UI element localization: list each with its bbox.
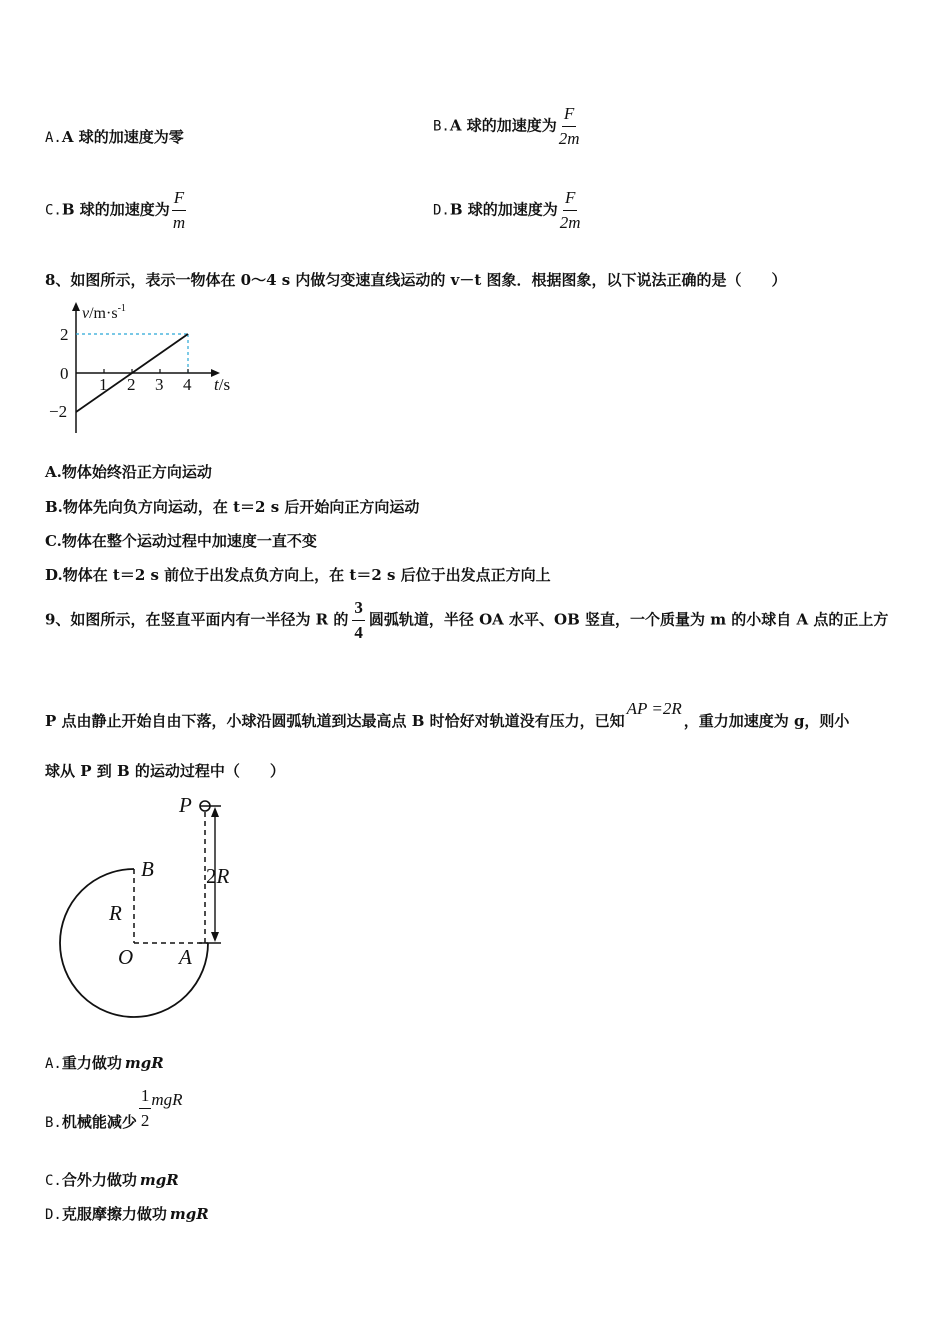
q8-option-c: C.物体在整个运动过程中加速度一直不变: [45, 532, 317, 550]
q9-option-a: A.重力做功 mgR: [45, 1054, 164, 1072]
q8-y-tick-2: 2: [60, 325, 69, 344]
q9-label-o: O: [118, 945, 134, 969]
q8-option-b: B.物体先向负方向运动，在 t＝2 s 后开始向正方向运动: [45, 498, 420, 516]
q8-option-a: A.物体始终沿正方向运动: [45, 463, 212, 481]
q9-option-b-fraction: $\frac{1}{2}$: [140, 1086, 150, 1130]
q8-x-tick-2: 2: [127, 375, 136, 394]
q8-option-d: D.物体在 t＝2 s 前位于出发点负方向上，在 t＝2 s 后位于出发点正方向上: [45, 566, 551, 584]
q9-ap-equation: AP =2R: [626, 699, 682, 718]
q7-option-a-text: A 球的加速度为零: [61, 128, 184, 146]
q9-fraction: $\frac{3}{4}$: [354, 598, 363, 642]
q7-option-b: B.A 球的加速度为 $\frac{F}{2m}$: [433, 104, 580, 148]
q9-line-3: 球从 P 到 B 的运动过程中（ ）: [45, 762, 285, 780]
q8-x-tick-1: 1: [99, 375, 108, 394]
q7-option-d-fraction: $\frac{F}{2m}$: [559, 188, 581, 232]
q7-option-b-text: A 球的加速度为: [449, 116, 557, 135]
q8-y-axis-label: $v/m\cdot s^{-1}$: [82, 303, 126, 322]
q7-option-a: A.A 球的加速度为零: [45, 128, 184, 146]
q7-option-c-fraction: $\frac{F}{m}$: [172, 188, 186, 232]
q7-option-d: D.B 球的加速度为 $\frac{F}{2m}$: [433, 188, 581, 232]
q7-option-c: C.B 球的加速度为 $\frac{F}{m}$: [45, 188, 186, 232]
q8-x-axis-label: t/s: [214, 375, 231, 394]
q9-dimension-arrow-top: [211, 807, 219, 817]
q8-vt-graph: [40, 298, 250, 438]
q9-label-b: B: [141, 857, 154, 881]
q8-x-tick-4: 4: [183, 375, 192, 394]
q8-y-tick-neg2: −2: [49, 402, 68, 421]
q9-track-diagram: [55, 790, 255, 1025]
q9-label-p: P: [179, 793, 192, 817]
q8-y-axis-arrow: [72, 302, 80, 311]
q9-label-r: R: [109, 901, 122, 925]
q9-option-b: B.机械能减少 $\frac{1}{2}$ mgR: [45, 1086, 183, 1131]
q9-label-a: A: [179, 945, 192, 969]
q9-line-1: 9、如图所示，在竖直平面内有一半径为 R 的 $\frac{3}{4}$ 圆弧轨道，半径 OA 水平、OB 竖直，一个质量为 m 的小球自 A 点的正上方: [45, 598, 889, 642]
q8-x-tick-3: 3: [155, 375, 164, 394]
q7-option-b-fraction: $\frac{F}{2m}$: [558, 104, 580, 148]
q7-option-c-text: B 球的加速度为: [61, 200, 170, 219]
q8-stem: 8、如图所示，表示一物体在 0～4 s 内做匀变速直线运动的 v－t 图象．根据图象，以下说法正确的是（ ）: [45, 271, 787, 289]
q9-label-2r: 2R: [206, 864, 230, 888]
q9-line-2: P 点由静止开始自由下落，小球沿圆弧轨道到达最高点 B 时恰好对轨道没有压力，已知AP =2R，重力加速度为 g，则小: [45, 699, 850, 730]
q9-dimension-arrow-bottom: [211, 932, 219, 942]
q7-option-d-text: B 球的加速度为: [449, 200, 558, 219]
q8-y-tick-0: 0: [60, 364, 69, 383]
q9-option-d: D.克服摩擦力做功 mgR: [45, 1205, 209, 1223]
q9-option-c: C.合外力做功 mgR: [45, 1171, 179, 1189]
